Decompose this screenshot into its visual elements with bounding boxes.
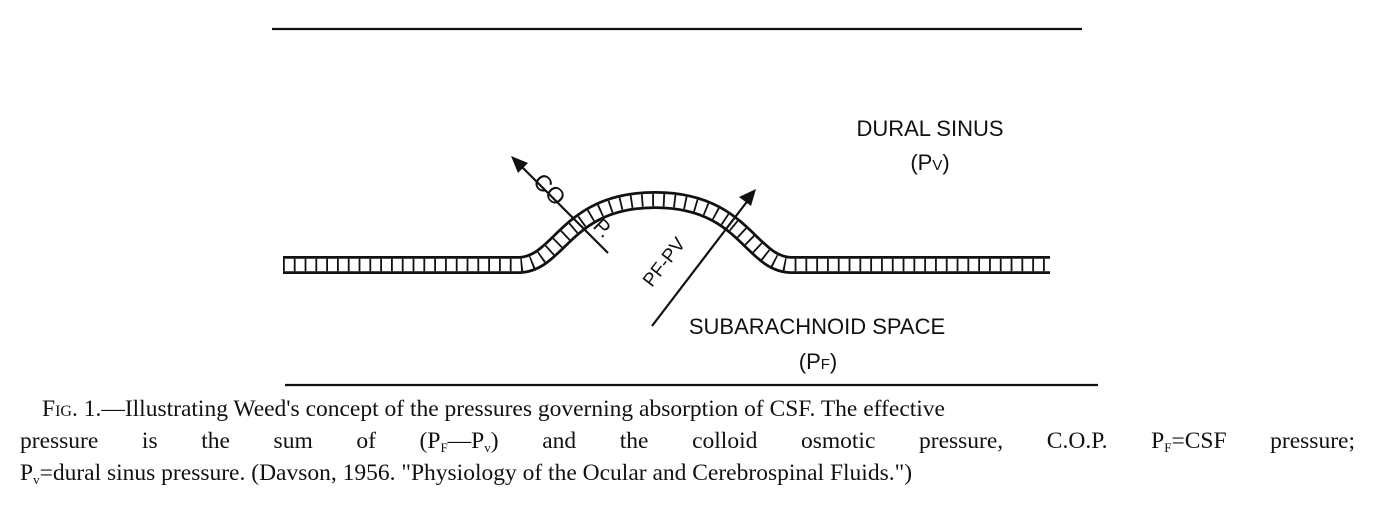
- dural-sinus-symbol: (PV): [910, 150, 950, 175]
- pressure-difference-label: PF-PV: [639, 234, 691, 292]
- subarachnoid-space-label: SUBARACHNOID SPACE: [688, 314, 946, 339]
- figure-caption: [20, 393, 1355, 489]
- caption-line-2: pressure is the sum of $(P_F—P_v)$ and the colloid osmotic pressure, C.O.P. $P_F=CSF$ pressure;: [20, 428, 1355, 455]
- cop-label-p: P.: [588, 214, 617, 243]
- dural-sinus-label: DURAL SINUS: [856, 116, 1004, 141]
- cop-label: CO: [528, 167, 572, 211]
- subarachnoid-space-symbol: (PF): [798, 349, 838, 374]
- caption-line-1: Fig. 1.—Illustrating Weed's concept of the pressures governing absorption of CSF. The effective: [42, 396, 945, 422]
- figure-number: Fig. 1.: [42, 396, 102, 422]
- caption-line-3: $P_v=dural$ sinus pressure. (Davson, 1956. "Physiology of the Ocular and Cerebrospinal Fluids."): [20, 460, 913, 487]
